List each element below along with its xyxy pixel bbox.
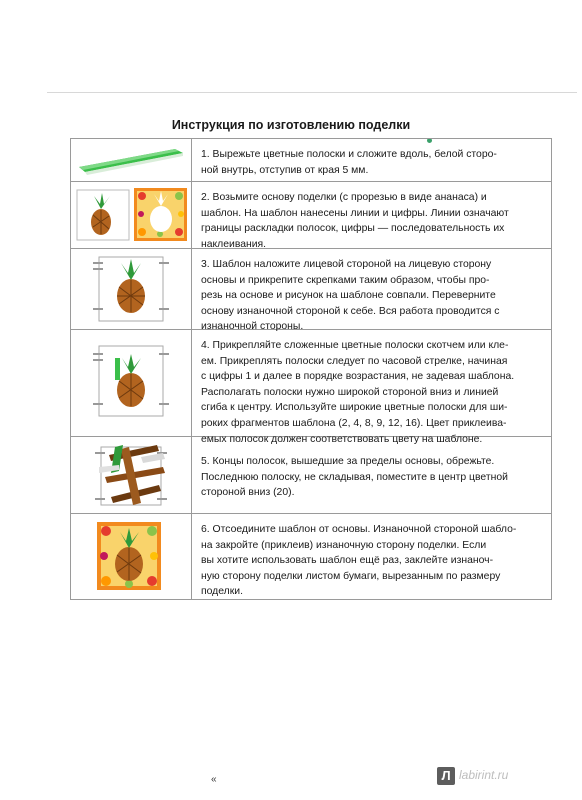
page-top-rule bbox=[47, 92, 577, 93]
template-clipped-illustration bbox=[71, 249, 191, 329]
step-3-line-2: основы и прикрепите скрепками таким образом, чтобы про- bbox=[201, 274, 490, 286]
step-5-line-3: стороной вниз (20). bbox=[201, 487, 295, 499]
step-6-line-3: вы хотите использовать шаблон ещё раз, заклейте изнаноч- bbox=[201, 555, 494, 567]
step-4-line-7: емых полосок должен соответствовать цвету на шаблоне. bbox=[201, 433, 483, 445]
watermark-text: labirint.ru bbox=[459, 768, 509, 782]
page-title: Инструкция по изготовлению поделки bbox=[171, 118, 411, 132]
step-4-line-2: ем. Прикреплять полоски следует по часовой стрелке, начиная bbox=[201, 355, 508, 367]
step-row-4 bbox=[71, 330, 551, 445]
step-2-line-3: границы раскладки полосок, цифры — последовательность их bbox=[201, 223, 505, 235]
step-row-2 bbox=[71, 182, 551, 249]
step-6-line-5: поделки. bbox=[201, 586, 243, 598]
green-strip-illustration bbox=[71, 139, 191, 181]
step-4-line-1: 4. Прикрепляйте сложенные цветные полоски скотчем или кле- bbox=[201, 340, 509, 351]
labirint-logo-icon: Л bbox=[437, 767, 455, 785]
step-1-line-1: 1. Вырежьте цветные полоски и сложите вдоль, белой сторо- bbox=[201, 149, 497, 160]
step-4-line-6: роких фрагментов шаблона (2, 4, 8, 9, 12, 16). Цвет приклеива- bbox=[201, 417, 507, 429]
step-3-text bbox=[192, 249, 551, 333]
step-6-image bbox=[71, 514, 192, 599]
step-6-text bbox=[192, 514, 551, 599]
step-4-text bbox=[192, 330, 551, 445]
step-4-line-3: с цифры 1 и далее в порядке возрастания, не задевая шаблона. bbox=[201, 371, 515, 383]
step-3-line-3: резь на основе и рисунок на шаблоне совпали. Переверните bbox=[201, 290, 496, 302]
strip-ends-illustration bbox=[71, 437, 191, 513]
step-3-line-5: изнаночной стороны. bbox=[201, 321, 304, 333]
step-3-image bbox=[71, 249, 192, 329]
step-3-line-4: основу изнаночной стороной к себе. Вся работа проводится с bbox=[201, 305, 500, 317]
template-and-base-illustration bbox=[71, 182, 191, 248]
step-5-text bbox=[192, 437, 551, 513]
step-1-text bbox=[192, 139, 551, 181]
step-5-line-2: Последнюю полоску, не складывая, поместите в центр цветной bbox=[201, 471, 508, 483]
step-2-image bbox=[71, 182, 192, 248]
step-2-line-1: 2. Возьмите основу поделки (с прорезью в виде ананаса) и bbox=[201, 192, 487, 203]
step-2-line-4: наклеивания. bbox=[201, 238, 267, 250]
strips-attached-illustration bbox=[71, 330, 191, 436]
step-2-line-2: шаблон. На шаблон нанесены линии и цифры. Линии означают bbox=[201, 207, 509, 219]
step-row-5 bbox=[71, 437, 551, 514]
step-row-1 bbox=[71, 139, 551, 182]
step-4-line-4: Располагать полоски нужно широкой стороной вниз и линией bbox=[201, 386, 499, 398]
instruction-table bbox=[70, 138, 552, 600]
step-2-text bbox=[192, 182, 551, 248]
step-5-line-1: 5. Концы полосок, вышедшие за пределы основы, обрежьте. bbox=[201, 456, 495, 467]
page-small-mark: « bbox=[211, 774, 217, 785]
step-6-line-2: на закройте (приклеив) изнаночную сторону поделки. Если bbox=[201, 539, 487, 551]
step-4-line-5: сгиба к центру. Используйте широкие цветные полоски для ши- bbox=[201, 402, 508, 414]
step-1-image bbox=[71, 139, 192, 181]
finished-craft-illustration bbox=[71, 514, 191, 599]
step-row-3 bbox=[71, 249, 551, 333]
step-1-line-2: ной внутрь, отступив от края 5 мм. bbox=[201, 164, 369, 176]
step-3-line-1: 3. Шаблон наложите лицевой стороной на лицевую сторону bbox=[201, 259, 492, 270]
step-6-line-4: ную сторону поделки листом бумаги, вырезанным по размеру bbox=[201, 570, 501, 582]
step-5-image bbox=[71, 437, 192, 513]
step-6-line-1: 6. Отсоедините шаблон от основы. Изнаночной стороной шабло- bbox=[201, 524, 517, 535]
step-4-image bbox=[71, 330, 192, 436]
step-row-6 bbox=[71, 514, 551, 600]
